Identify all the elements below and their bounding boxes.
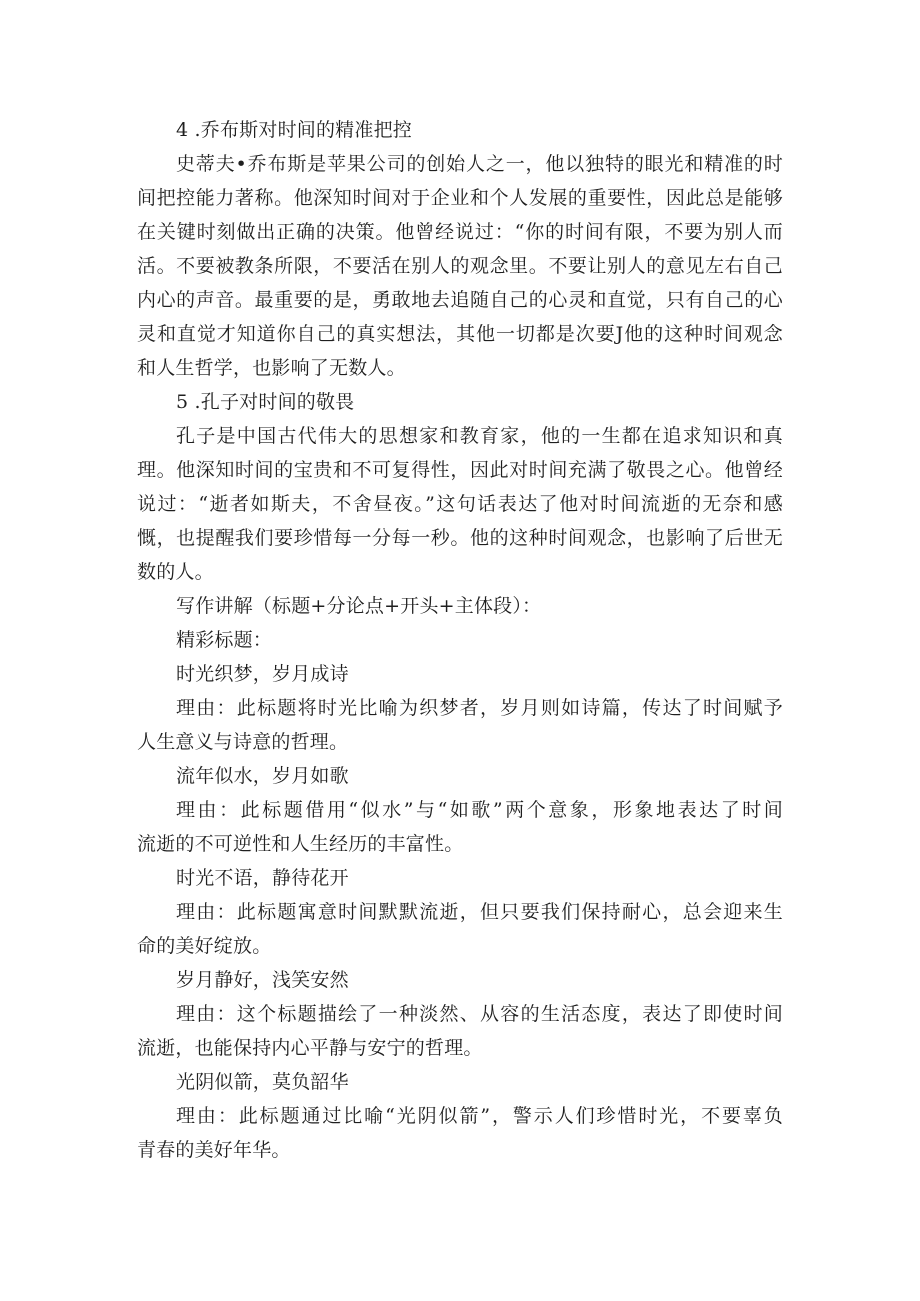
- paragraph-line: 理。他深知时间的宝贵和不可复得性，因此对时间充满了敬畏之心。他曾经: [137, 459, 783, 481]
- paragraph-line: 孔子是中国古代伟大的思想家和教育家，他的一生都在追求知识和真: [176, 425, 783, 447]
- paragraph-line: 内心的声音。最重要的是，勇敢地去追随自己的心灵和直觉，只有自己的心: [137, 289, 783, 311]
- section-heading-4: 4 .乔布斯对时间的精准把控: [176, 119, 412, 141]
- title-option: 时光不语，静待花开: [176, 867, 349, 889]
- paragraph-line: 慨，也提醒我们要珍惜每一分每一秒。他的这种时间观念，也影响了后世无: [137, 527, 783, 549]
- reason-line: 理由：此标题借用“似水”与“如歌”两个意象，形象地表达了时间: [176, 799, 783, 821]
- paragraph-line: 史蒂夫•乔布斯是苹果公司的创始人之一，他以独特的眼光和精准的时: [176, 153, 783, 175]
- title-option: 光阴似箭，莫负韶华: [176, 1071, 349, 1093]
- title-option: 时光织梦，岁月成诗: [176, 663, 349, 685]
- paragraph-line: 灵和直觉才知道你自己的真实想法，其他一切都是次要J他的这种时间观念: [137, 323, 783, 345]
- featured-titles-heading: 精彩标题：: [176, 629, 273, 651]
- reason-line: 青春的美好年华。: [137, 1139, 291, 1161]
- reason-line: 理由：此标题寓意时间默默流逝，但只要我们保持耐心，总会迎来生: [176, 901, 783, 923]
- reason-line: 理由：此标题将时光比喻为织梦者，岁月则如诗篇，传达了时间赋予: [176, 697, 783, 719]
- reason-line: 流逝，也能保持内心平静与安宁的哲理。: [137, 1037, 483, 1059]
- section-heading-5: 5 .孔子对时间的敬畏: [176, 391, 355, 413]
- title-option: 流年似水，岁月如歌: [176, 765, 349, 787]
- paragraph-line: 和人生哲学，也影响了无数人。: [137, 357, 406, 379]
- paragraph-line: 在关键时刻做出正确的决策。他曾经说过：“你的时间有限，不要为别人而: [137, 221, 783, 243]
- title-option: 岁月静好，浅笑安然: [176, 969, 349, 991]
- writing-guide-heading: 写作讲解（标题+分论点+开头+主体段）：: [176, 595, 542, 617]
- reason-line: 流逝的不可逆性和人生经历的丰富性。: [137, 833, 464, 855]
- reason-line: 理由：这个标题描绘了一种淡然、从容的生活态度，表达了即使时间: [176, 1003, 783, 1025]
- paragraph-line: 活。不要被教条所限，不要活在别人的观念里。不要让别人的意见左右自己: [137, 255, 783, 277]
- reason-line: 理由：此标题通过比喻“光阴似箭”，警示人们珍惜时光，不要辜负: [176, 1105, 783, 1127]
- reason-line: 人生意义与诗意的哲理。: [137, 731, 349, 753]
- reason-line: 命的美好绽放。: [137, 935, 272, 957]
- paragraph-line: 间把控能力著称。他深知时间对于企业和个人发展的重要性，因此总是能够: [137, 187, 783, 209]
- paragraph-line: 数的人。: [137, 561, 214, 583]
- paragraph-line: 说过：“逝者如斯夫，不舍昼夜。”这句话表达了他对时间流逝的无奈和感: [137, 493, 783, 515]
